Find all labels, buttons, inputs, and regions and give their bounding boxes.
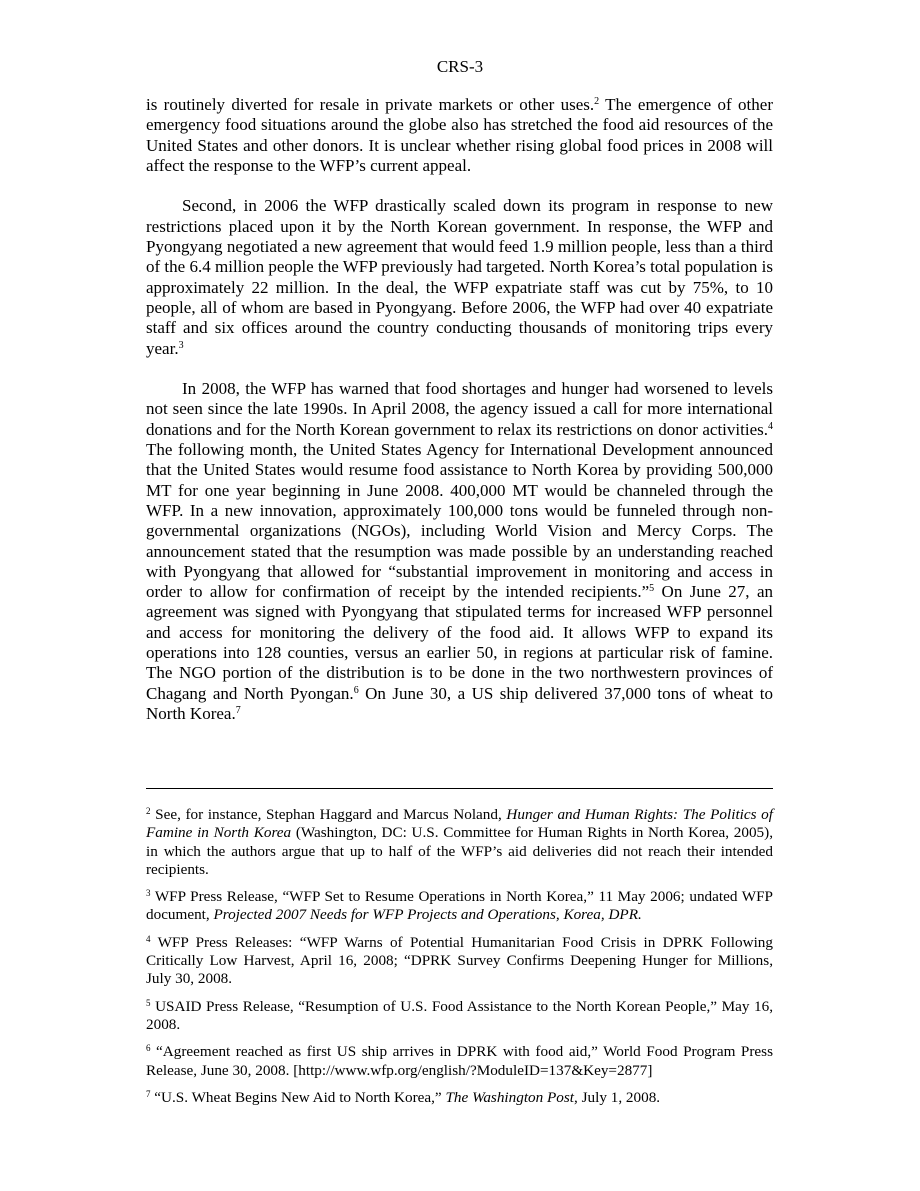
footnote-5 (146, 998, 773, 1035)
footnote-3 (146, 888, 773, 925)
footnote-number: 4 (146, 933, 151, 944)
footnote-divider (146, 788, 773, 789)
footnote-number: 7 (146, 1088, 151, 1099)
footnote-text: (Washington, DC: U.S. Committee for Human Rights in North Korea, 2005), in which the authors argue that up to half of the WFP’s aid deliveries did not reach their intended recipients. (146, 824, 773, 878)
footnote-text: “U.S. Wheat Begins New Aid to North Korea,” (150, 1088, 446, 1106)
footnote-text: “Agreement reached as first US ship arrives in DPRK with food aid,” World Food Program Press Release, June 30, 2008. [http://www.wfp.org/english/?ModuleID=137&Key=2877] (146, 1043, 773, 1079)
paragraph-text: Second, in 2006 the WFP drastically scaled down its program in response to new restrictions placed upon it by the North Korean government. In response, the WFP and Pyongyang negotiated a new agreement that would feed 1.9 million people, less than a third of the 6.4 million people the WFP previously had targeted. North Korea’s total population is approximately 22 million. In the deal, the WFP expatriate staff was cut by 75%, to 10 people, all of whom are based in Pyongyang. Before 2006, the WFP had over 40 expatriate staff and six offices around the country conducting thousands of monitoring trips every year. (146, 196, 773, 358)
footnote-6 (146, 1043, 773, 1080)
footnote-ref-6[interactable]: 6 (353, 684, 359, 696)
paragraph-text: On June 30, a US ship delivered 37,000 tons of wheat to North Korea. (146, 683, 773, 723)
paragraph-1 (146, 95, 773, 176)
footnote-number: 3 (146, 888, 151, 899)
footnote-7 (146, 1089, 773, 1107)
paragraph-3 (146, 379, 773, 724)
page-header (0, 57, 920, 77)
footnote-title: The Washington Post (445, 1088, 575, 1106)
footnote-title: Hunger and Human Rights: The Politics of Famine in North Korea (146, 806, 774, 842)
footnote-text: , July 1, 2008. (574, 1088, 661, 1106)
paragraph-text: In 2008, the WFP has warned that food shortages and hunger had worsened to levels not seen since the late 1990s. In April 2008, the agency issued a call for more international donations and for the North Korean government to relax its restrictions on donor activities. (146, 379, 773, 439)
paragraph-text: is routinely diverted for resale in private markets or other uses. (146, 95, 595, 114)
footnote-ref-5[interactable]: 5 (649, 583, 655, 595)
paragraph-text: On June 27, an agreement was signed with Pyongyang that stipulated terms for increased WFP personnel and access for monitoring the delivery of the food aid. It allows WFP to expand its operations into 128 counties, versus an earlier 50, in regions at particular risk of famine. The NGO portion of the distribution is to be done in the two northwestern provinces of Chagang and North Pyongan. (146, 582, 773, 703)
paragraph-text: The emergence of other emergency food situations around the globe also has stretched the food aid resources of the United States and other donors. It is unclear whether rising global food prices in 2008 will affect the response to the WFP’s current appeal. (146, 95, 773, 175)
footnote-text: WFP Press Release, “WFP Set to Resume Operations in North Korea,” 11 May 2006; undated WFP document, (146, 888, 773, 924)
footnote-2 (146, 806, 773, 879)
body-text (146, 95, 773, 745)
footnote-ref-7[interactable]: 7 (235, 704, 241, 716)
footnote-title: Projected 2007 Needs for WFP Projects and Operations, Korea, DPR. (213, 906, 642, 924)
footnote-number: 6 (146, 1043, 151, 1054)
paragraph-2 (146, 196, 773, 358)
footnote-text: USAID Press Release, “Resumption of U.S. Food Assistance to the North Korean People,” May 16, 2008. (146, 997, 773, 1033)
footnote-ref-3[interactable]: 3 (178, 339, 184, 351)
footnote-number: 2 (146, 806, 151, 816)
footnotes (146, 806, 773, 1116)
footnote-text: See, for instance, Stephan Haggard and Marcus Noland, (150, 806, 507, 823)
paragraph-text: The following month, the United States Agency for International Development announced that the United States would resume food assistance to North Korea by providing 500,000 MT for one year beginning in June 2008. 400,000 MT would be channeled through the WFP. In a new innovation, approximately 100,000 tons would be funneled through non-governmental organizations (NGOs), including World Vision and Mercy Corps. The announcement stated that the resumption was made possible by an understanding reached with Pyongyang that allowed for “substantial improvement in monitoring and access in order to allow for confirmation of receipt by the intended recipients.” (146, 440, 773, 602)
page-label: CRS-3 (436, 57, 484, 76)
footnote-4 (146, 934, 773, 989)
footnote-ref-2[interactable]: 2 (594, 96, 600, 107)
footnote-number: 5 (146, 997, 151, 1008)
footnote-ref-4[interactable]: 4 (768, 420, 773, 432)
footnote-text: WFP Press Releases: “WFP Warns of Potential Humanitarian Food Crisis in DPRK Following Critically Low Harvest, April 16, 2008; “DPRK Survey Confirms Deepening Hunger for Millions, July 30, 2008. (146, 933, 773, 988)
